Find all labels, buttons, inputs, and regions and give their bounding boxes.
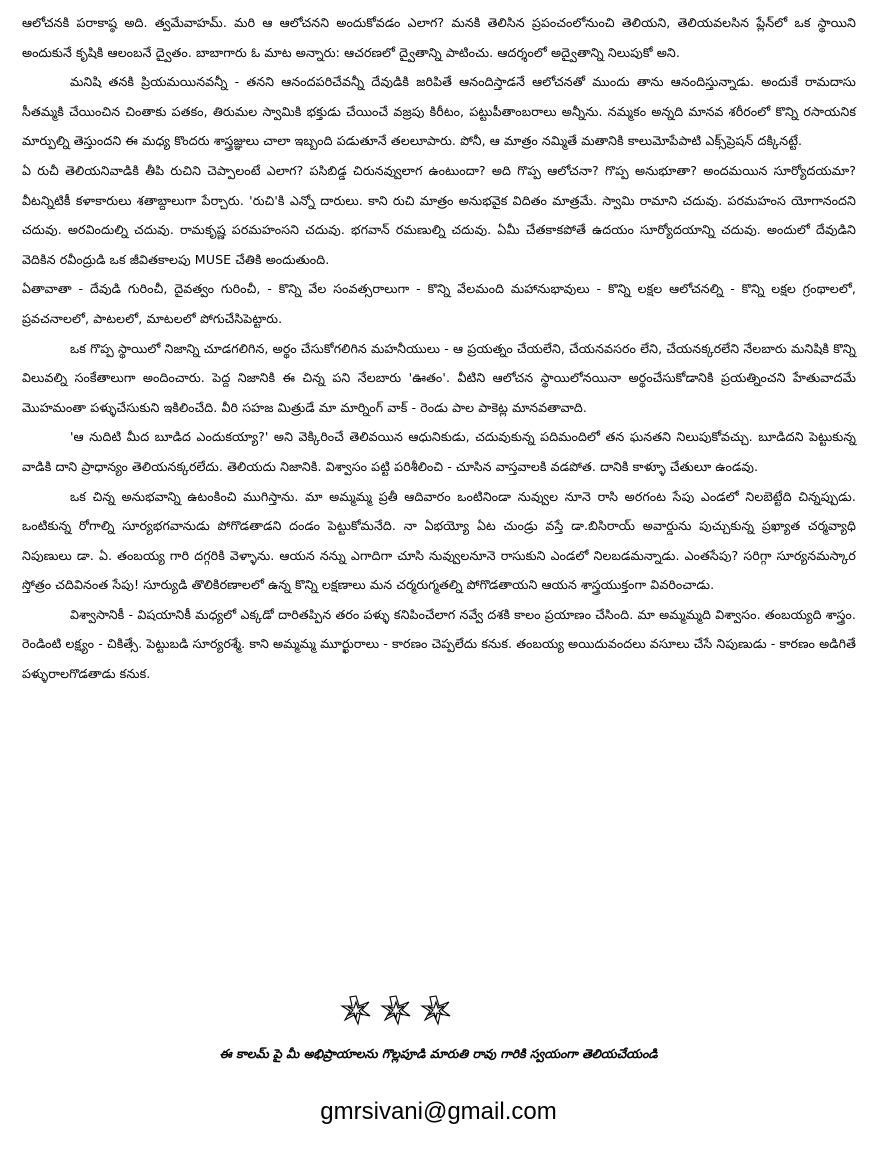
contact-email[interactable]: gmrsivani@gmail.com (320, 1098, 557, 1125)
paragraph-5: ఒక గొప్ప స్థాయిలో నిజాన్ని చూడగలిగిన, అర్థం చేసుకోగలిగిన మహనీయులు - ఆ ప్రయత్నం చేయలేని, చేయనవసరం లేని, చేయనక్కరలేని నేలబారు మనిషికి కొన్ని విలువల్ని సంకేతాలుగా అందించారు. పెద్ద నిజానికి ఈ చిన్న పని నేలబారు 'ఊతం'. వీటిని ఆలోచన స్థాయిలోనయినా అర్థంచేసుకోడానికి ప్రయత్నించని హేతువాదమే మొహమంతా పళ్ళుచేసుకుని ఇకిలించేది. వీరి సహజ మిత్రుడే మా మార్నింగ్ వాక్ - రెండు పాల పాకెట్ల మానవతావాది. (22, 340, 856, 415)
article-body (22, 8, 856, 689)
star-burst-ornament-icon (336, 990, 456, 1030)
paragraph-7: ఒక చిన్న అనుభవాన్ని ఉటంకించి ముగిస్తాను. మా అమ్మమ్మ ప్రతీ ఆదివారం ఒంటినిండా నువ్వుల నూనె రాసి అరగంట సేపు ఎండలో నిలబెట్టేది చిన్నప్పుడు. ఒంటికున్న రోగాల్ని సూర్యభగవానుడు పోగొడతాడని దండం పెట్టుకోమనేది. నా ఏభయ్యో ఏట చుండ్రు వస్తే డా.బిసిరాయ్ అవార్డును పుచ్చుకున్న ప్రఖ్యాత చర్మవ్యాధి నిపుణులు డా. ఏ. తంబయ్య గారి దగ్గరికి వెళ్ళాను. ఆయన నన్ను ఎగాదిగా చూసి నువ్వులనూనె రాసుకుని ఎండలో నిలబడమన్నాడు. ఎంతసేపు? సరిగ్గా సూర్యనమస్కార స్తోత్రం చదివినంత సేపు! సూర్యుడి తొలికిరణాలలో ఉన్న కొన్ని లక్షణాలు మన చర్మరుగ్మతల్ని పోగొడతాయని ఆయన శాస్త్రయుక్తంగా వివరించాడు. (22, 488, 856, 593)
paragraph-3: ఏ రుచీ తెలియనివాడికి తీపి రుచిని చెప్పాలంటే ఎలాగ? పసిబిడ్డ చిరునవ్వులాగ ఉంటుందా? అది గొప్ప ఆలోచనా? గొప్ప అనుభూతా? అందమయిన సూర్యోదయమా? వీటన్నిటికీ కళాకారులు శతాబ్దాలుగా పేర్చారు. 'రుచి'కి ఎన్నో దారులు. కాని రుచి మాత్రం అనుభవైక విదితం మాత్రమే. స్వామి రామాని చదువు. పరమహంస యోగానందని చదువు. అరవిందుల్ని చదువు. రామకృష్ణ పరమహంసని చదువు. భగవాన్ రమణుల్ని చదువు. ఏమీ చేతకాకపోతే ఉదయం సూర్యోదయాన్ని చదువు. అందులో దేవుడిని వెదికిన రవీంద్రుడి ఒక జీవితకాలపు MUSE చేతికి అందుతుంది. (22, 162, 856, 267)
paragraph-1: ఆలోచనకి పరాకాష్ఠ అది. త్వమేవాహమ్. మరి ఆ ఆలోచనని అందుకోవడం ఎలాగ? మనకి తెలిసిన ప్రపంచంలోనుంచి తెలియని, తెలియవలసిన ప్లేన్‌లో ఒక స్థాయిని అందుకునే కృషికి ఆలంబనే ద్వైతం. బాబాగారు ఓ మాట అన్నారు: ఆచరణలో ద్వైతాన్ని పాటించు. ఆదర్శంలో అద్వైతాన్ని నిలుపుకో అని. (22, 15, 856, 60)
footer-feedback-note: ఈ కాలమ్ పై మీ అభిప్రాయాలను గొల్లపూడి మారుతి రావు గారికి స్వయంగా తెలియచేయండి (219, 1046, 658, 1061)
paragraph-4: ఏతావాతా - దేవుడి గురించీ, దైవత్వం గురించీ, - కొన్ని వేల సంవత్సరాలుగా - కొన్ని వేలమంది మహానుభావులు - కొన్ని లక్షల ఆలోచనల్ని - కొన్ని లక్షల గ్రంథాలలో, ప్రవచనాలలో, పాటలలో, మాటలలో పోగుచేసిపెట్టారు. (22, 281, 856, 326)
paragraph-8: విశ్వాసానికీ - విషయానికీ మధ్యలో ఎక్కడో దారితప్పిన తరం పళ్ళు కనిపించేలాగ నవ్వే దశకి కాలం ప్రయాణం చేసింది. మా అమ్మమ్మది విశ్వాసం. తంబయ్యది శాస్త్రం. రెండింటి లక్ష్యం - చికిత్సే. పెట్టుబడి సూర్యరశ్మే. కాని అమ్మమ్మ మూర్ఖురాలు - కారణం చెప్పలేదు కనుక. తంబయ్య అయిదువందలు వసూలు చేసే నిపుణుడు - కారణం అడిగితే పళ్ళురాలగొడతాడు కనుక. (22, 606, 857, 682)
paragraph-2: మనిషి తనకి ప్రియమయినవన్నీ - తనని ఆనందపరిచేవన్నీ దేవుడికి జరిపితే ఆనందిస్తాడనే ఆలోచనతో ముందు తాను ఆనందిస్తున్నాడు. అందుకే రామదాసు సీతమ్మకి చేయించిన చింతాకు పతకం, తిరుమల స్వామికి భక్తుడు చేయించే వజ్రపు కిరీటం, పట్టుపీతాంబరాలు అన్నీను. నమ్మకం అన్నది మానవ శరీరంలో కొన్ని రసాయనిక మార్పుల్ని తెస్తుందని ఈ మధ్య కొందరు శాస్త్రజ్ఞులు చాలా ఇబ్బంది పడుతూనే తలలూపారు. పోనీ, ఆ మాత్రం నమ్మితే మతానికి కాలుమోపేపాటి ఎక్స్‌ప్రెషన్ దక్కినట్టే. (22, 74, 856, 149)
paragraph-6: 'ఆ నుదిటి మీద బూడిద ఎందుకయ్యా?' అని వెక్కిరించే తెలివయిన ఆధునికుడు, చదువుకున్న పదిమందిలో తన ఘనతని నిలుపుకోవచ్చు. బూడిదని పెట్టుకున్న వాడికి దాని ప్రాధాన్యం తెలియనక్కరలేదు. తెలియదు నిజానికి. విశ్వాసం పట్టి పరిశీలించి - చూసిన వాస్తవాలకి వడపోత. దానికి కాళ్ళూ చేతులూ ఉండవు. (22, 429, 856, 474)
